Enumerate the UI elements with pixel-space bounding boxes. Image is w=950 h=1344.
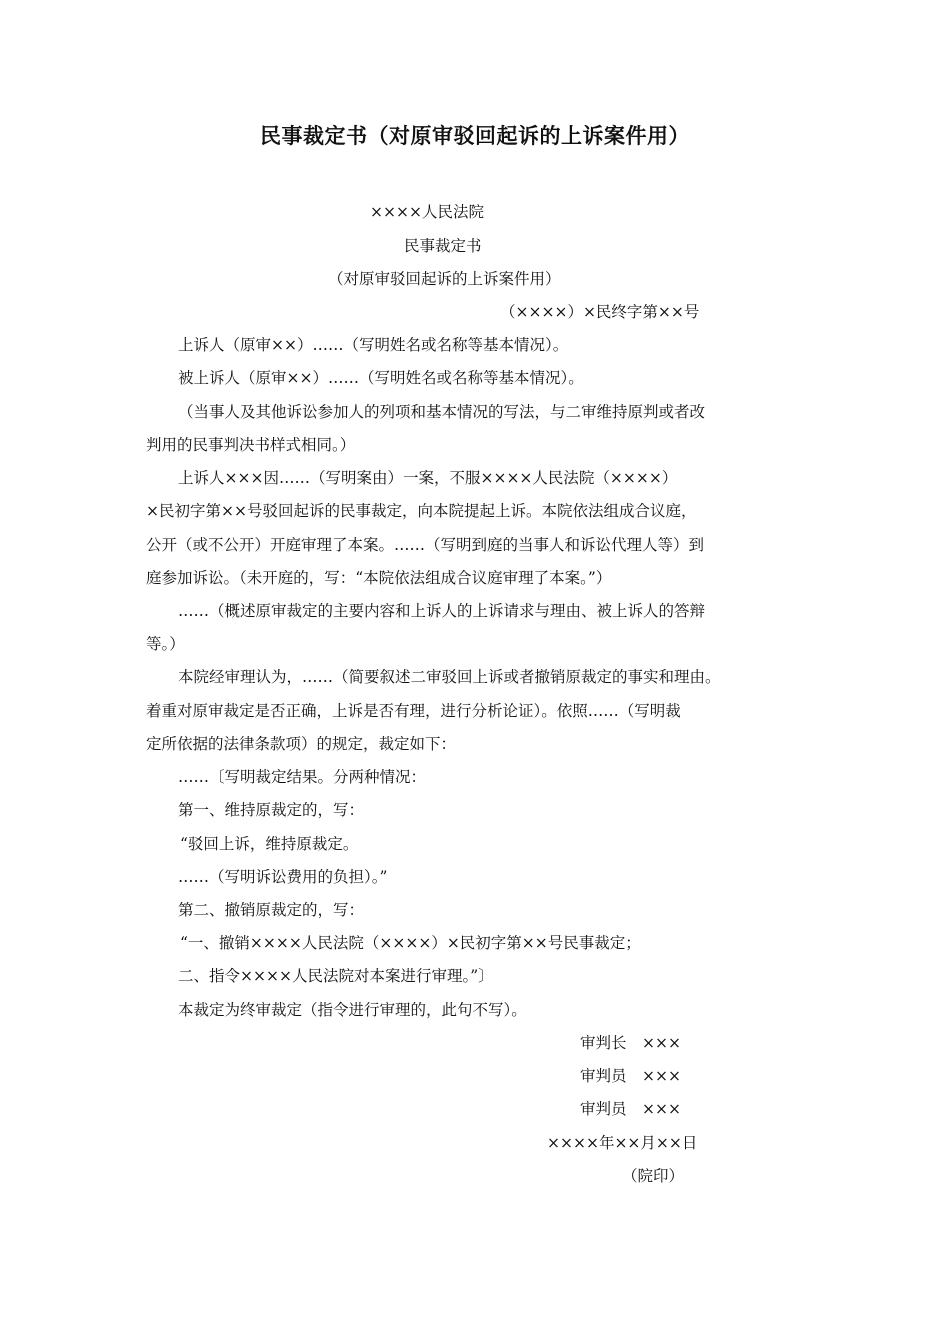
- judgment-date: ××××年××月××日: [547, 1134, 698, 1152]
- body-line: ×民初字第××号驳回起诉的民事裁定，向本院提起上诉。本院依法组成合议庭，: [146, 502, 697, 520]
- body-line: 着重对原审裁定是否正确，上诉是否有理，进行分析论证）。依照……（写明裁: [146, 702, 681, 720]
- body-line: 二、指令××××人民法院对本案进行审理。”〕: [178, 967, 494, 985]
- judge-1: 审判员 ×××: [580, 1067, 681, 1085]
- judge-2: 审判员 ×××: [580, 1100, 681, 1118]
- court-name: ××××人民法院: [370, 203, 484, 221]
- court-seal: （院印）: [622, 1167, 685, 1185]
- body-line: 判用的民事判决书样式相同。）: [146, 436, 356, 454]
- body-line: 第一、维持原裁定的，写：: [178, 801, 365, 819]
- body-line: ……（概述原审裁定的主要内容和上诉人的上诉请求与理由、被上诉人的答辩: [178, 602, 706, 620]
- body-line: 本院经审理认为，……（简要叙述二审驳回上诉或者撤销原裁定的事实和理由。: [178, 668, 721, 686]
- body-line: ……（写明诉讼费用的负担）。”: [178, 868, 388, 886]
- body-line: “驳回上诉，维持原裁定。: [180, 835, 359, 853]
- appellant-line: 上诉人（原审××）……（写明姓名或名称等基本情况）。: [178, 336, 569, 354]
- case-number: （××××）×民终字第××号: [500, 303, 700, 321]
- body-line: 等。）: [146, 635, 185, 653]
- body-line: 第二、撤销原裁定的，写：: [178, 901, 365, 919]
- doc-subtitle: （对原审驳回起诉的上诉案件用）: [328, 270, 561, 288]
- body-line: （当事人及其他诉讼参加人的列项和基本情况的写法，与二审维持原判或者改: [178, 403, 706, 421]
- presiding-judge: 审判长 ×××: [580, 1034, 681, 1052]
- body-line: 上诉人×××因……（写明案由）一案，不服××××人民法院（××××）: [178, 469, 678, 487]
- appellee-line: 被上诉人（原审××）……（写明姓名或名称等基本情况）。: [178, 369, 584, 387]
- body-line: ……〔写明裁定结果。分两种情况：: [178, 768, 427, 786]
- body-line: “一、撤销××××人民法院（××××）×民初字第××号民事裁定；: [180, 934, 641, 952]
- body-line: 本裁定为终审裁定（指令进行审理的，此句不写）。: [178, 1001, 527, 1019]
- body-line: 定所依据的法律条款项）的规定，裁定如下：: [146, 735, 457, 753]
- document-title: 民事裁定书（对原审驳回起诉的上诉案件用）: [260, 124, 690, 148]
- body-line: 公开（或不公开）开庭审理了本案。……（写明到庭的当事人和诉讼代理人等）到: [146, 536, 705, 554]
- body-line: 庭参加诉讼。（未开庭的，写：“本院依法组成合议庭审理了本案。”）: [146, 569, 612, 587]
- doc-type: 民事裁定书: [404, 237, 482, 255]
